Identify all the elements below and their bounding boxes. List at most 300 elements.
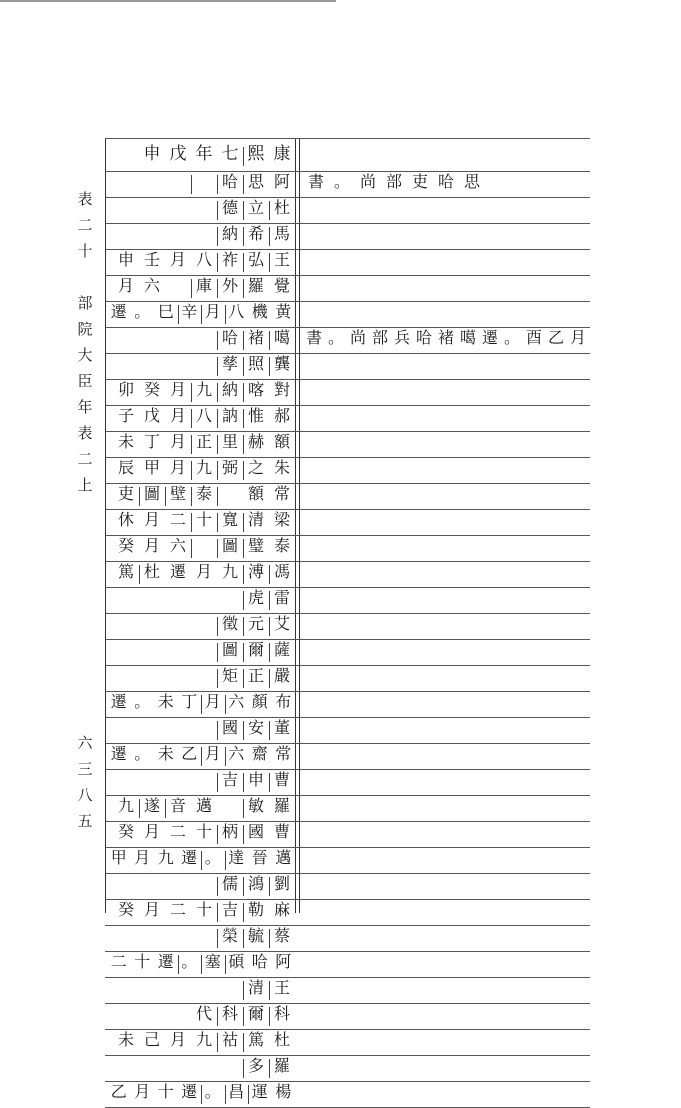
cell-divider: [225, 305, 226, 324]
table-cell: 月: [195, 562, 212, 581]
cell-divider: [225, 695, 226, 714]
table-cell: 思: [247, 172, 264, 191]
table-cell: 甲: [143, 458, 160, 477]
cell-divider: [139, 565, 140, 584]
cell-divider: [243, 825, 244, 844]
table-cell: 杜: [143, 562, 160, 581]
cell-divider: [201, 955, 202, 974]
table-cell: 年: [195, 144, 213, 164]
row-rule: [105, 171, 590, 172]
row-rule: [105, 379, 590, 380]
table-cell: 辰: [117, 458, 134, 477]
table-cell: 王: [273, 250, 290, 269]
cell-divider: [217, 279, 218, 298]
table-cell: 常: [275, 744, 292, 763]
table-cell: 月: [169, 380, 186, 399]
table-cell: 希: [247, 224, 264, 243]
table-cell: 月: [143, 822, 160, 841]
table-cell: 吉: [221, 770, 238, 789]
note-char: 部: [371, 328, 388, 347]
table-cell: 巳: [157, 302, 174, 321]
table-cell: 壁: [169, 484, 186, 503]
note-char: 吏: [411, 172, 428, 191]
side-title-char: 部: [77, 294, 93, 312]
table-cell: 祚: [221, 250, 238, 269]
table-cell: 麻: [273, 900, 290, 919]
table-cell: 遂: [143, 796, 160, 815]
table-cell: 。: [134, 302, 151, 321]
note-char: 月: [569, 328, 586, 347]
table-row: [105, 873, 295, 899]
page-number-char: 六: [77, 734, 93, 752]
cell-divider: [225, 747, 226, 766]
table-cell: 覺: [273, 276, 290, 295]
row-rule: [105, 353, 590, 354]
row-rule: [105, 138, 590, 139]
cell-divider: [217, 539, 218, 558]
table-cell: 遷: [157, 952, 174, 971]
cell-divider: [243, 617, 244, 636]
table-cell: 篤: [247, 1030, 264, 1049]
table-row: [105, 327, 295, 353]
table-cell: 代: [195, 1004, 212, 1023]
table-cell: 八: [195, 250, 212, 269]
note-char: 乙: [547, 328, 564, 347]
table-cell: 月: [169, 406, 186, 425]
table-cell: 。: [204, 848, 221, 867]
cell-divider: [217, 357, 218, 376]
table-row: [105, 379, 295, 405]
table-row: [105, 899, 295, 925]
cell-divider: [217, 643, 218, 662]
row-rule: [105, 639, 590, 640]
table-cell: 癸: [143, 380, 160, 399]
table-cell: 晉: [251, 848, 268, 867]
table-cell: 清: [247, 510, 264, 529]
table-cell: 六: [143, 276, 160, 295]
table-cell: 黄: [275, 302, 292, 321]
table-cell: 月: [204, 692, 221, 711]
table-cell: 劉: [273, 874, 290, 893]
cell-divider: [225, 851, 226, 870]
table-cell: 多: [247, 1056, 264, 1075]
cell-divider: [243, 539, 244, 558]
table-cell: 二: [169, 900, 186, 919]
table-cell: 祜: [221, 1030, 238, 1049]
cell-divider: [243, 435, 244, 454]
cell-divider: [191, 513, 192, 532]
cell-divider: [191, 383, 192, 402]
table-cell: 遷: [169, 562, 186, 581]
table-cell: 哈: [251, 952, 268, 971]
cell-divider: [243, 591, 244, 610]
row-rule: [105, 1029, 590, 1030]
table-row: [105, 431, 295, 457]
cell-divider: [217, 773, 218, 792]
cell-divider: [191, 175, 192, 194]
cell-divider: [201, 747, 202, 766]
table-cell: 篤: [117, 562, 134, 581]
note-char: 書: [307, 172, 324, 191]
table-cell: 遷: [181, 1082, 198, 1101]
note-char: 。: [327, 328, 344, 347]
table-cell: 顏: [251, 692, 268, 711]
table-cell: 額: [273, 432, 290, 451]
table-cell: 癸: [117, 822, 134, 841]
cell-divider: [217, 201, 218, 220]
table-cell: 羅: [247, 276, 264, 295]
cell-divider: [269, 721, 270, 740]
table-cell: 塞: [204, 952, 221, 971]
cell-divider: [269, 669, 270, 688]
table-cell: 八: [195, 406, 212, 425]
table-row: [105, 717, 295, 743]
table-cell: 曹: [273, 822, 290, 841]
table-cell: 月: [143, 510, 160, 529]
table-cell: 申: [117, 250, 134, 269]
cell-divider: [269, 643, 270, 662]
table-cell: 馬: [273, 224, 290, 243]
table-cell: 正: [247, 666, 264, 685]
table-cell: 月: [169, 458, 186, 477]
table-cell: 戊: [143, 406, 160, 425]
table-cell: 郝: [273, 406, 290, 425]
table-row: [105, 639, 295, 665]
table-row: [105, 951, 295, 977]
cell-divider: [217, 617, 218, 636]
table-cell: 十: [195, 822, 212, 841]
table-cell: 申: [143, 144, 161, 164]
table-cell: 月: [169, 1030, 186, 1049]
cell-divider: [201, 851, 202, 870]
page-number: [76, 736, 94, 840]
table-row: [105, 197, 295, 223]
cell-divider: [269, 591, 270, 610]
table-cell: 圖: [221, 640, 238, 659]
table-cell: 九: [195, 1030, 212, 1049]
table-cell: 月: [169, 432, 186, 451]
table-row: [105, 535, 295, 561]
cell-divider: [243, 903, 244, 922]
table-cell: 噶: [273, 328, 290, 347]
cell-divider: [248, 1085, 249, 1104]
table-cell: 國: [247, 822, 264, 841]
table-row: [105, 223, 295, 249]
table-row: [105, 405, 295, 431]
header-row: [105, 143, 295, 169]
table-cell: 赫: [247, 432, 264, 451]
table-cell: 康: [273, 144, 291, 164]
table-cell: 昌: [228, 1082, 245, 1101]
table-cell: 未: [157, 692, 174, 711]
table-row: [105, 353, 295, 379]
table-cell: 布: [275, 692, 292, 711]
table-row: [105, 1003, 295, 1029]
table-cell: 哈: [221, 172, 238, 191]
table-cell: 徵: [221, 614, 238, 633]
cell-divider: [217, 1007, 218, 1026]
cell-divider: [243, 461, 244, 480]
cell-divider: [178, 305, 179, 324]
year-table: [105, 138, 590, 1101]
table-cell: 九: [195, 380, 212, 399]
right-note: [303, 171, 590, 197]
table-cell: 月: [169, 250, 186, 269]
row-rule: [105, 509, 590, 510]
table-cell: 遷: [110, 744, 127, 763]
cell-divider: [243, 331, 244, 350]
cell-divider: [243, 1059, 244, 1078]
table-cell: 爾: [247, 640, 264, 659]
note-char: 書: [305, 328, 322, 347]
table-cell: 杜: [273, 1030, 290, 1049]
row-rule: [105, 821, 590, 822]
cell-divider: [269, 773, 270, 792]
cell-divider: [243, 147, 244, 166]
table-row: [105, 977, 295, 1003]
cell-divider: [269, 331, 270, 350]
row-rule: [105, 535, 590, 536]
table-cell: 外: [221, 276, 238, 295]
table-cell: 二: [110, 952, 127, 971]
table-cell: 十: [195, 510, 212, 529]
table-cell: 癸: [117, 536, 134, 555]
table-row: [105, 1055, 295, 1081]
table-cell: 休: [117, 510, 134, 529]
table-cell: 立: [247, 198, 264, 217]
note-char: 尚: [359, 172, 376, 191]
table-cell: 十: [195, 900, 212, 919]
table-row: [105, 925, 295, 951]
table-cell: 齋: [251, 744, 268, 763]
table-cell: 月: [204, 744, 221, 763]
table-cell: 九: [157, 848, 174, 867]
row-rule: [105, 561, 590, 562]
side-title-char: 二: [77, 216, 93, 234]
table-row: [105, 665, 295, 691]
table-cell: 。: [134, 692, 151, 711]
page-number-char: 五: [77, 812, 93, 830]
cell-divider: [243, 253, 244, 272]
cell-divider: [269, 1007, 270, 1026]
cell-divider: [243, 357, 244, 376]
table-cell: 雷: [273, 588, 290, 607]
table-row: [105, 509, 295, 535]
cell-divider: [191, 487, 192, 506]
cell-divider: [217, 227, 218, 246]
table-cell: 柄: [221, 822, 238, 841]
table-cell: 鴻: [247, 874, 264, 893]
table-cell: 羅: [273, 796, 290, 815]
cell-divider: [217, 175, 218, 194]
row-rule: [105, 275, 590, 276]
note-char: 褚: [437, 328, 454, 347]
table-cell: 丁: [181, 692, 198, 711]
cell-divider: [269, 877, 270, 896]
cell-divider: [243, 1033, 244, 1052]
row-rule: [105, 1003, 590, 1004]
table-cell: 榮: [221, 926, 238, 945]
cell-divider: [191, 279, 192, 298]
table-row: [105, 743, 295, 769]
table-cell: 音: [169, 796, 186, 815]
cell-divider: [243, 721, 244, 740]
note-char: 遷: [481, 328, 498, 347]
table-cell: 納: [221, 380, 238, 399]
table-cell: 子: [117, 406, 134, 425]
cell-divider: [178, 955, 179, 974]
table-cell: 阿: [273, 172, 290, 191]
note-char: 。: [503, 328, 520, 347]
table-cell: 照: [247, 354, 264, 373]
table-cell: 九: [117, 796, 134, 815]
cell-divider: [243, 383, 244, 402]
table-cell: 楊: [275, 1082, 292, 1101]
table-cell: 元: [247, 614, 264, 633]
cell-divider: [243, 981, 244, 1000]
table-cell: 龔: [273, 354, 290, 373]
table-cell: 清: [247, 978, 264, 997]
cell-divider: [243, 1007, 244, 1026]
cell-divider: [269, 253, 270, 272]
table-cell: 九: [221, 562, 238, 581]
table-row: [105, 847, 295, 873]
column-divider-main: [295, 138, 296, 913]
table-cell: 弼: [221, 458, 238, 477]
row-rule: [105, 431, 590, 432]
table-cell: 羅: [273, 1056, 290, 1075]
cell-divider: [269, 981, 270, 1000]
table-row: [105, 561, 295, 587]
cell-divider: [269, 929, 270, 948]
side-title-char: 表: [77, 190, 93, 208]
table-row: [105, 457, 295, 483]
table-row: [105, 249, 295, 275]
table-cell: 癸: [117, 900, 134, 919]
row-rule: [105, 977, 590, 978]
table-cell: 。: [134, 744, 151, 763]
table-cell: 。: [181, 952, 198, 971]
row-rule: [105, 873, 590, 874]
row-rule: [105, 587, 590, 588]
table-cell: 正: [195, 432, 212, 451]
table-cell: 朱: [273, 458, 290, 477]
table-cell: 月: [134, 848, 151, 867]
table-cell: 安: [247, 718, 264, 737]
note-char: 。: [333, 172, 350, 191]
table-cell: 六: [228, 692, 245, 711]
table-cell: 德: [221, 198, 238, 217]
table-cell: 王: [273, 978, 290, 997]
cell-divider: [243, 799, 244, 818]
table-row: [105, 769, 295, 795]
table-cell: 邁: [195, 796, 212, 815]
cell-divider: [269, 357, 270, 376]
table-cell: 弘: [247, 250, 264, 269]
table-cell: 訥: [221, 406, 238, 425]
cell-divider: [165, 487, 166, 506]
row-rule: [105, 327, 590, 328]
table-cell: 科: [273, 1004, 290, 1023]
table-cell: 之: [247, 458, 264, 477]
cell-divider: [217, 331, 218, 350]
row-rule: [105, 1055, 590, 1056]
table-cell: 遷: [110, 692, 127, 711]
table-cell: 馮: [273, 562, 290, 581]
row-rule: [105, 951, 590, 952]
table-cell: 褚: [247, 328, 264, 347]
cell-divider: [243, 227, 244, 246]
table-cell: 庫: [195, 276, 212, 295]
cell-divider: [269, 565, 270, 584]
table-cell: 月: [134, 1082, 151, 1101]
cell-divider: [217, 929, 218, 948]
table-cell: 熙: [247, 144, 265, 164]
table-cell: 遷: [181, 848, 198, 867]
table-cell: 哈: [221, 328, 238, 347]
page-number-char: 三: [77, 760, 93, 778]
cell-divider: [217, 513, 218, 532]
table-cell: 寬: [221, 510, 238, 529]
cell-divider: [201, 305, 202, 324]
table-row: [105, 821, 295, 847]
table-cell: 吉: [221, 900, 238, 919]
table-row: [105, 301, 295, 327]
cell-divider: [139, 799, 140, 818]
table-cell: 吏: [117, 484, 134, 503]
table-cell: 虎: [247, 588, 264, 607]
table-cell: 圖: [143, 484, 160, 503]
cell-divider: [243, 929, 244, 948]
note-char: 酉: [525, 328, 542, 347]
table-cell: 敏: [247, 796, 264, 815]
table-cell: 國: [221, 718, 238, 737]
table-row: [105, 691, 295, 717]
table-cell: 璧: [247, 536, 264, 555]
side-title-char: [76, 270, 94, 296]
cell-divider: [217, 669, 218, 688]
row-rule: [105, 301, 590, 302]
row-rule: [105, 223, 590, 224]
row-rule: [105, 899, 590, 900]
cell-divider: [243, 409, 244, 428]
side-title-char: 年: [77, 398, 93, 416]
table-cell: 壬: [143, 250, 160, 269]
cell-divider: [139, 487, 140, 506]
side-title: [76, 192, 94, 504]
cell-divider: [243, 279, 244, 298]
note-char: 尚: [349, 328, 366, 347]
table-cell: 乙: [181, 744, 198, 763]
table-cell: 碩: [228, 952, 245, 971]
table-cell: 月: [117, 276, 134, 295]
table-cell: 月: [204, 302, 221, 321]
note-char: 思: [463, 172, 480, 191]
note-char: 哈: [437, 172, 454, 191]
cell-divider: [243, 175, 244, 194]
table-cell: 杜: [273, 198, 290, 217]
cell-divider: [217, 409, 218, 428]
cell-divider: [217, 903, 218, 922]
side-title-char: 二: [77, 450, 93, 468]
cell-divider: [217, 877, 218, 896]
row-rule: [105, 769, 590, 770]
note-char: 噶: [459, 328, 476, 347]
table-row: [105, 483, 295, 509]
cell-divider: [217, 253, 218, 272]
table-cell: 九: [195, 458, 212, 477]
cell-divider: [201, 695, 202, 714]
